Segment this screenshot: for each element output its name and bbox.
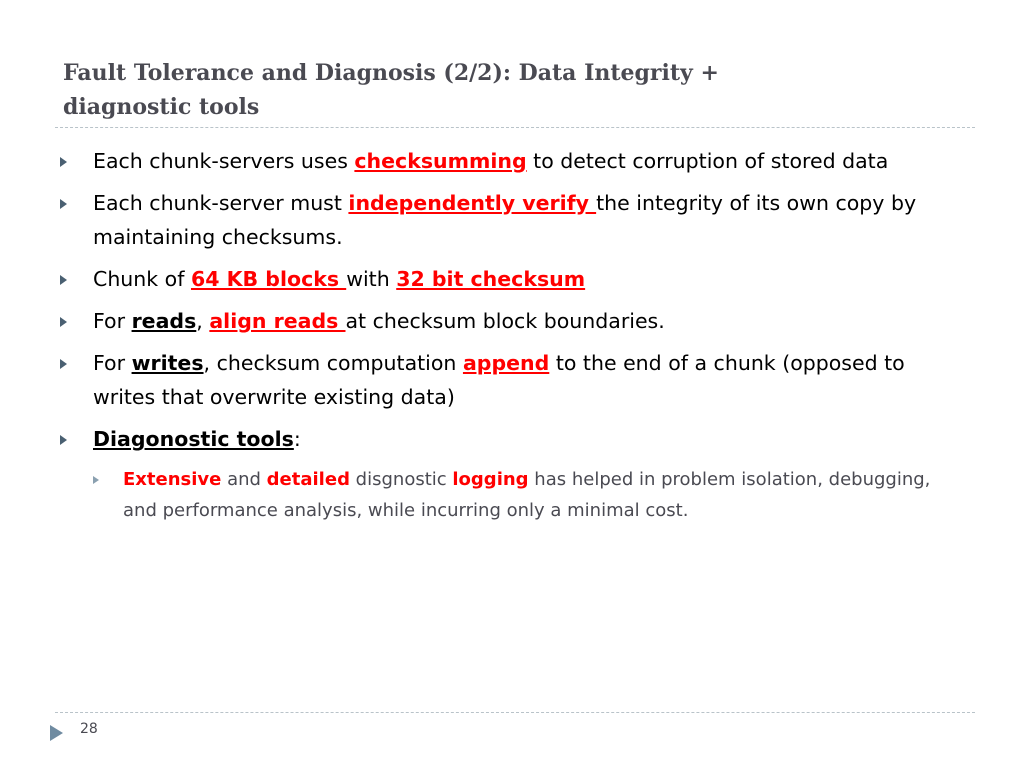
bullet-list: [60, 144, 960, 526]
bullet-arrow-icon: [60, 317, 67, 327]
title-divider: [55, 127, 975, 128]
bullet-arrow-icon: [60, 199, 67, 209]
bullet-arrow-icon: [60, 359, 67, 369]
highlight-logging: logging: [452, 469, 529, 490]
highlight-reads: reads: [131, 309, 197, 333]
highlight-detailed: detailed: [266, 469, 350, 490]
title-line-1: Fault Tolerance and Diagnosis (2/2): Data Integrity +: [63, 60, 719, 86]
bullet-arrow-icon: [60, 157, 67, 167]
highlight-64kb-blocks: 64 KB blocks: [190, 267, 347, 291]
bullet-arrow-icon: [60, 435, 67, 445]
highlight-append: append: [462, 351, 550, 375]
sub-bullet-arrow-icon: [93, 476, 99, 484]
bullet-diagnostic-tools: Diagonostic tools:: [60, 422, 960, 456]
bullet-writes: For writes, checksum computation append to the end of a chunk (opposed to writes that overwrite existing data): [60, 346, 960, 414]
highlight-extensive: Extensive: [123, 469, 222, 490]
highlight-independently-verify: independently verify: [348, 191, 597, 215]
highlight-writes: writes: [131, 351, 204, 375]
bullet-checksumming: Each chunk-servers uses checksumming to detect corruption of stored data: [60, 144, 960, 178]
page-number: 28: [80, 721, 98, 737]
footer-divider: [55, 712, 975, 713]
title-line-2: diagnostic tools: [63, 94, 260, 120]
bullet-arrow-icon: [60, 275, 67, 285]
footer-arrow-icon: [50, 725, 63, 741]
highlight-align-reads: align reads: [209, 309, 346, 333]
bullet-chunk-blocks: Chunk of 64 KB blocks with 32 bit checksum: [60, 262, 960, 296]
highlight-checksumming: checksumming: [354, 149, 527, 173]
bullet-reads: For reads, align reads at checksum block boundaries.: [60, 304, 960, 338]
highlight-diagnostic-tools: Diagonostic tools: [93, 427, 294, 451]
highlight-32bit-checksum: 32 bit checksum: [396, 267, 586, 291]
sub-bullet-logging: Extensive and detailed disgnostic logging has helped in problem isolation, debugging, and performance analysis, while incurring only a minimal cost.: [93, 464, 960, 526]
bullet-independent-verify: Each chunk-server must independently verify the integrity of its own copy by maintaining checksums.: [60, 186, 960, 254]
slide-title: [63, 56, 963, 124]
